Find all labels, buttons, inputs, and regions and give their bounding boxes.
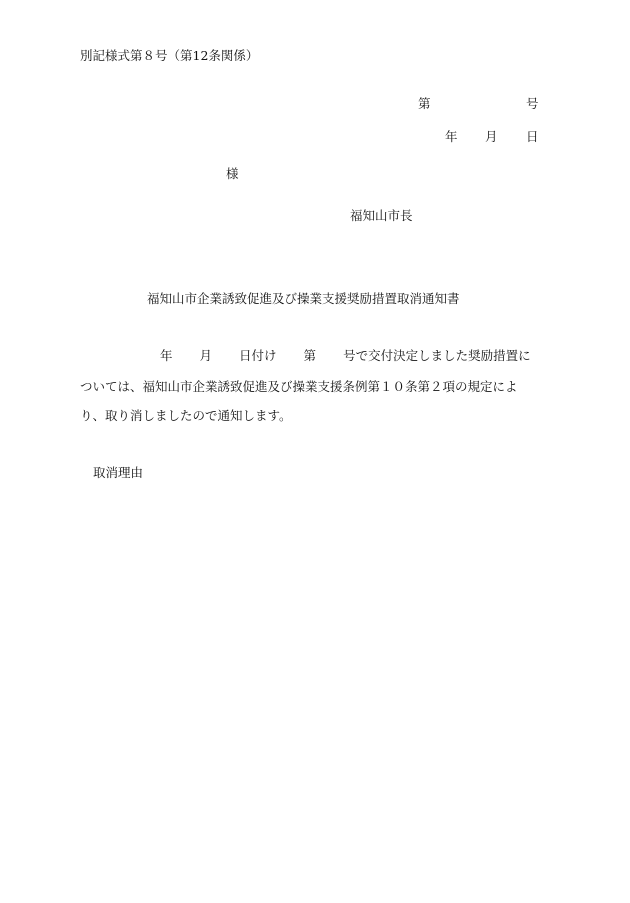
sender: 福知山市長 [350,208,413,223]
doc-number-prefix: 第 [418,96,431,111]
body-dai: 第 [303,348,317,363]
body-line-1-rest: 号で交付決定しました奨励措置に [343,348,531,363]
reason-label: 取消理由 [93,465,144,480]
date-day: 日 [526,129,539,144]
body-year: 年 [160,348,173,363]
addressee-suffix: 様 [226,166,239,181]
body-date-of: 日付け [239,348,277,363]
body-month: 月 [199,348,213,363]
form-header: 別記様式第８号（第12条関係） [80,48,259,63]
doc-number-suffix: 号 [526,96,539,111]
date-year: 年 [445,129,458,144]
body-line-2: ついては、福知山市企業誘致促進及び操業支援条例第１０条第２項の規定によ [80,379,518,394]
document-title: 福知山市企業誘致促進及び操業支援奨励措置取消通知書 [147,291,460,306]
body-line-1 [160,350,531,363]
date-month: 月 [485,129,498,144]
body-line-3: り、取り消しましたので通知します。 [80,408,292,423]
